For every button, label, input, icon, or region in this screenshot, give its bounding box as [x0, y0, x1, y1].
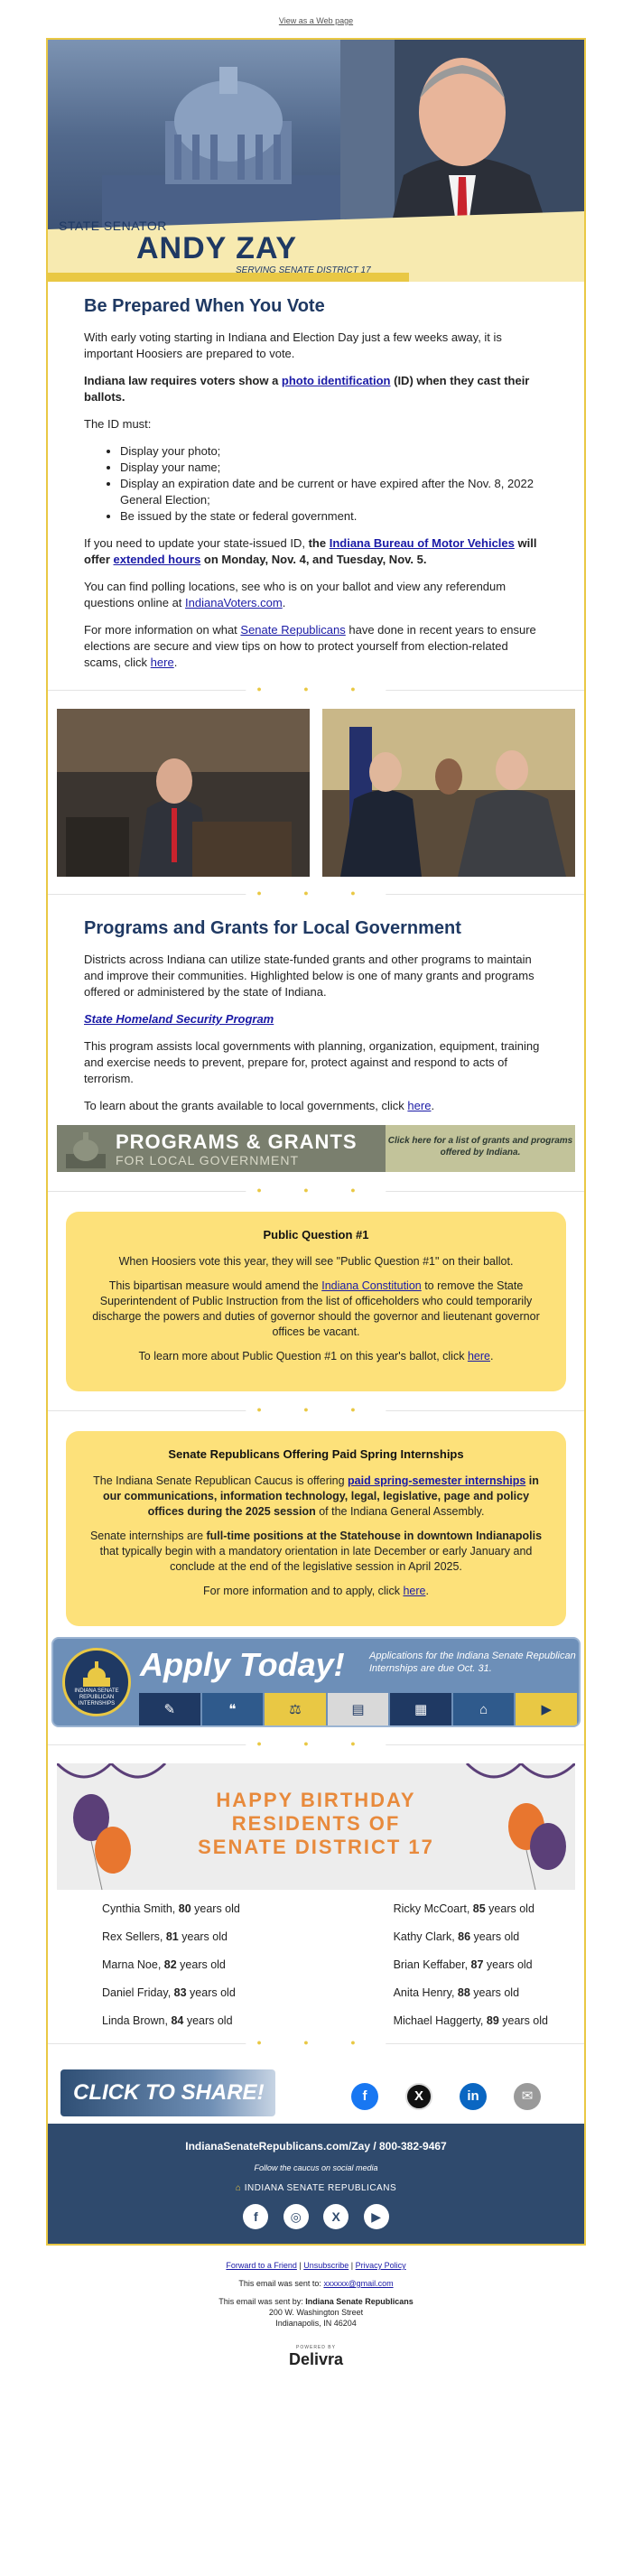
web-view-bar — [0, 0, 632, 29]
footer-social-icons — [48, 2204, 584, 2229]
list-item: • Display your photo; — [120, 443, 548, 460]
extended-hours-link[interactable]: extended hours — [113, 553, 201, 566]
instagram-icon[interactable]: ◎ — [283, 2204, 309, 2229]
birthday-list — [48, 1890, 584, 2035]
birthday-column-right — [394, 1895, 548, 2035]
internships-seal: INDIANA SENATE REPUBLICAN INTERNSHIPS — [62, 1648, 131, 1716]
pencil-icon: ✎ — [139, 1693, 200, 1725]
birthday-column-left — [102, 1895, 240, 2035]
intern-paragraph-1: The Indiana Senate Republican Caucus is offering paid spring-semester internships in our communications, information technology, legal, legislative, page and policy offices during the 2025 session of the Indiana General Assembly. — [93, 1474, 539, 1518]
apply-today-banner[interactable] — [51, 1637, 581, 1727]
section-divider: ● ● ● — [48, 1736, 584, 1754]
department-icon-strip — [139, 1693, 579, 1725]
pq-paragraph-2: This bipartisan measure would amend the Indiana Constitution to remove the State Superintendent of Public Instruction from the list of officeholders who could temporarily discharge the powers and duties of governor should the governor and lieutenant governor offices be vacant. — [92, 1279, 540, 1338]
list-item: Anita Henry, 88 years old — [393, 1986, 520, 1999]
section-divider: ● ● ● — [48, 1402, 584, 1420]
pq-paragraph-3: To learn more about Public Question #1 on this year's ballot, click here. — [138, 1350, 494, 1362]
privacy-link[interactable]: Privacy Policy — [355, 2261, 406, 2270]
list-item: Daniel Friday, 83 years old — [102, 1986, 236, 1999]
state-senator-label: STATE SENATOR — [59, 219, 167, 233]
vote-heading: Be Prepared When You Vote — [84, 296, 325, 316]
list-item: • Be issued by the state or federal government. — [120, 508, 548, 525]
x-icon[interactable]: X — [323, 2204, 349, 2229]
delivra-logo[interactable]: POWERED BY Delivra — [288, 2345, 344, 2368]
video-icon: ▶ — [516, 1693, 577, 1725]
click-to-share-button[interactable]: CLICK TO SHARE! — [60, 2069, 275, 2116]
indiana-voters-link[interactable]: IndianaVoters.com — [185, 596, 283, 609]
section-divider: ● ● ● — [48, 2035, 584, 2053]
birthday-title: HAPPY BIRTHDAY RESIDENTS OF SENATE DISTRICT 17 — [198, 1789, 434, 1858]
facebook-icon[interactable]: f — [351, 2083, 378, 2110]
vote-section — [48, 296, 584, 671]
programs-grants-banner[interactable] — [57, 1125, 575, 1172]
senate-republicans-link[interactable]: Senate Republicans — [240, 623, 346, 637]
vote-intro: With early voting starting in Indiana and Election Day just a few weeks away, it is important Hoosiers are prepared to vote. — [84, 330, 502, 360]
list-item: Linda Brown, 84 years old — [102, 2014, 233, 2027]
id-requirements-list — [84, 443, 548, 525]
pq-paragraph-1: When Hoosiers vote this year, they will see "Public Question #1" on their ballot. — [118, 1255, 514, 1268]
chat-icon: ❝ — [202, 1693, 264, 1725]
section-divider: ● ● ● — [48, 682, 584, 700]
list-item: • Display an expiration date and be current or have expired after the Nov. 8, 2022 General Election; — [120, 476, 548, 508]
dome-icon — [81, 1660, 112, 1687]
pq-here-link[interactable]: here — [467, 1350, 490, 1362]
internships-card — [66, 1431, 566, 1626]
public-question-card — [66, 1212, 566, 1391]
banner-title: PROGRAMS & GRANTS — [116, 1130, 358, 1153]
list-item: Ricky McCoart, 85 years old — [393, 1902, 534, 1915]
sent-to-line: This email was sent to: xxxxxx@gmail.com — [238, 2279, 394, 2288]
x-icon[interactable]: X — [405, 2083, 432, 2110]
scales-icon: ⚖ — [265, 1693, 326, 1725]
program-title — [84, 1011, 548, 1028]
capitol-icon: ⌂ — [453, 1693, 515, 1725]
sent-by-line: This email was sent by: Indiana Senate Republicans — [218, 2297, 414, 2306]
public-question-heading: Public Question #1 — [263, 1228, 369, 1242]
facebook-icon[interactable]: f — [243, 2204, 268, 2229]
footer — [48, 2124, 584, 2244]
youtube-icon[interactable]: ▶ — [364, 2204, 389, 2229]
intern-paragraph-3: For more information and to apply, click here. — [203, 1585, 429, 1597]
email-footer-links — [0, 2246, 632, 2329]
list-item: Marna Noe, 82 years old — [102, 1958, 226, 1971]
list-item: Rex Sellers, 81 years old — [102, 1930, 228, 1943]
district-label: SERVING SENATE DISTRICT 17 — [236, 265, 371, 275]
more-info-paragraph: For more information on what Senate Republicans have done in recent years to ensure elections are secure and view tips on how to protect yourself from election-related scams, click here. — [84, 623, 536, 669]
internships-link[interactable]: paid spring-semester internships — [348, 1474, 526, 1487]
newsletter-frame — [46, 38, 586, 2246]
photo-id-link[interactable]: photo identification — [281, 374, 391, 387]
birthday-banner — [57, 1763, 575, 1890]
internships-heading: Senate Republicans Offering Paid Spring Internships — [168, 1447, 464, 1461]
homeland-security-program-link[interactable]: State Homeland Security Program — [84, 1012, 274, 1026]
address-line-2: Indianapolis, IN 46204 — [275, 2319, 357, 2328]
address-line-1: 200 W. Washington Street — [268, 2308, 364, 2317]
view-as-web-page-link[interactable]: View as a Web page — [278, 16, 354, 25]
banner-cta: Click here for a list of grants and programs offered by Indiana. — [386, 1125, 575, 1172]
program-description: This program assists local governments with planning, organization, equipment, training and exercise needs to prevent, prepare for, protect against and respond to acts of terrorism. — [84, 1039, 540, 1085]
senator-name: ANDY ZAY — [136, 231, 298, 265]
footer-logo: ⌂ INDIANA SENATE REPUBLICANS — [235, 2183, 397, 2193]
list-item: Brian Keffaber, 87 years old — [393, 1958, 533, 1971]
apply-here-link[interactable]: here — [403, 1585, 426, 1597]
footer-links-row: Forward to a Friend | Unsubscribe | Privacy Policy — [226, 2261, 406, 2270]
election-info-here-link[interactable]: here — [150, 656, 174, 669]
email-icon[interactable]: ✉ — [514, 2083, 541, 2110]
section-divider: ● ● ● — [48, 1183, 584, 1201]
list-item: • Display your name; — [120, 460, 548, 476]
intern-paragraph-2: Senate internships are full-time positions at the Statehouse in downtown Indianapolis that typically begin with a mandatory orientation in late December or early January and conclude at the end of the legislative session in April 2025. — [89, 1530, 543, 1573]
footer-follow: Follow the caucus on social media — [254, 2163, 378, 2172]
linkedin-icon[interactable]: in — [460, 2083, 487, 2110]
indiana-constitution-link[interactable]: Indiana Constitution — [321, 1279, 422, 1292]
list-item: Kathy Clark, 86 years old — [393, 1930, 520, 1943]
dome-icon — [62, 1129, 109, 1168]
senator-handshake-photo — [322, 709, 575, 877]
apply-deadline-note: Applications for the Indiana Senate Republican Internships are due Oct. 31. — [369, 1651, 576, 1674]
grants-intro: Districts across Indiana can utilize state-funded grants and other programs to maintain and improve their communities. Highlighted below is one of many grants and programs offered or administered by the state of Indiana. — [84, 953, 534, 999]
newspaper-icon: ▤ — [328, 1693, 389, 1725]
photo-row — [48, 700, 584, 886]
hero-header — [48, 40, 584, 282]
document-icon: ▦ — [390, 1693, 451, 1725]
id-must-label: The ID must: — [84, 417, 152, 431]
apply-today-title: Apply Today! — [140, 1646, 345, 1683]
senator-podium-photo — [57, 709, 310, 877]
list-item: Michael Haggerty, 89 years old — [393, 2014, 548, 2027]
polling-paragraph: You can find polling locations, see who is on your ballot and view any referendum questions online at IndianaVoters.com. — [84, 580, 507, 609]
grants-here-link[interactable]: here — [407, 1099, 432, 1112]
grants-learn-more: To learn about the grants available to local governments, click here. — [84, 1099, 435, 1112]
grants-section — [48, 918, 584, 1114]
list-item: Cynthia Smith, 80 years old — [102, 1902, 240, 1915]
recipient-email[interactable]: xxxxxx@gmail.com — [323, 2279, 394, 2288]
bmv-link[interactable]: Indiana Bureau of Motor Vehicles — [329, 536, 515, 550]
unsubscribe-link[interactable]: Unsubscribe — [303, 2261, 349, 2270]
grants-heading: Programs and Grants for Local Government — [84, 918, 461, 938]
footer-contact[interactable]: IndianaSenateRepublicans.com/Zay / 800-382-9467 — [185, 2140, 447, 2153]
forward-link[interactable]: Forward to a Friend — [226, 2261, 297, 2270]
dome-icon: ⌂ — [235, 2183, 242, 2193]
id-requirement: Indiana law requires voters show a photo identification (ID) when they cast their ballots. — [84, 374, 530, 404]
section-divider: ● ● ● — [48, 886, 584, 904]
share-row — [48, 2060, 584, 2124]
bmv-paragraph: If you need to update your state-issued ID, the Indiana Bureau of Motor Vehicles will offer extended hours on Monday, Nov. 4, and Tuesday, Nov. 5. — [84, 536, 537, 566]
banner-subtitle: FOR LOCAL GOVERNMENT — [116, 1153, 300, 1167]
